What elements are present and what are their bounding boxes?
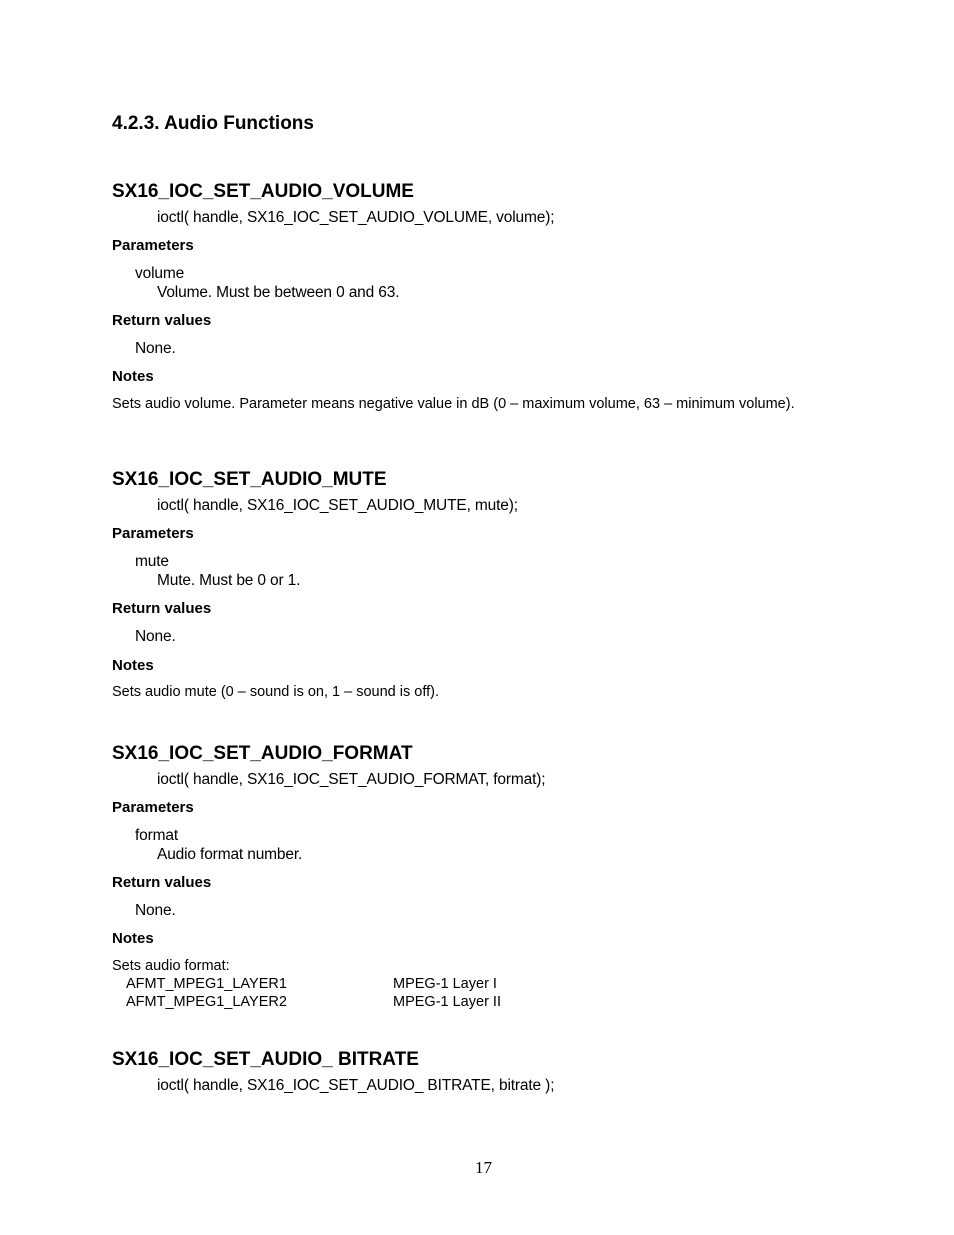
function-title: SX16_IOC_SET_AUDIO_FORMAT [112,743,413,764]
format-description: MPEG-1 Layer I [393,976,497,992]
parameters-label: Parameters [112,525,194,542]
notes-text: Sets audio volume. Parameter means negative value in dB (0 – maximum volume, 63 – minimum volume). [112,396,795,412]
return-value: None. [135,340,176,357]
format-constant: AFMT_MPEG1_LAYER1 [126,976,287,992]
function-title: SX16_IOC_SET_AUDIO_VOLUME [112,181,414,202]
parameters-label: Parameters [112,799,194,816]
parameters-label: Parameters [112,237,194,254]
notes-text: Sets audio format: [112,958,230,974]
return-values-label: Return values [112,312,212,329]
format-description: MPEG-1 Layer II [393,994,501,1010]
page-number: 17 [475,1158,492,1177]
parameter-name: mute [135,553,169,570]
function-title: SX16_IOC_SET_AUDIO_MUTE [112,469,387,490]
parameter-description: Volume. Must be between 0 and 63. [157,284,400,301]
parameter-description: Mute. Must be 0 or 1. [157,572,301,589]
parameter-description: Audio format number. [157,846,303,863]
return-values-label: Return values [112,874,212,891]
function-signature: ioctl( handle, SX16_IOC_SET_AUDIO_ BITRATE, bitrate ); [157,1077,555,1094]
notes-label: Notes [112,368,154,385]
notes-label: Notes [112,657,154,674]
section-heading: 4.2.3. Audio Functions [112,113,314,134]
notes-label: Notes [112,930,154,947]
return-value: None. [135,902,176,919]
parameter-name: format [135,827,179,844]
format-constant: AFMT_MPEG1_LAYER2 [126,994,287,1010]
parameter-name: volume [135,265,185,282]
function-title: SX16_IOC_SET_AUDIO_ BITRATE [112,1049,419,1070]
function-signature: ioctl( handle, SX16_IOC_SET_AUDIO_MUTE, mute); [157,497,518,514]
return-values-label: Return values [112,600,212,617]
notes-text: Sets audio mute (0 – sound is on, 1 – sound is off). [112,684,439,700]
function-signature: ioctl( handle, SX16_IOC_SET_AUDIO_FORMAT, format); [157,771,546,788]
return-value: None. [135,628,176,645]
function-signature: ioctl( handle, SX16_IOC_SET_AUDIO_VOLUME, volume); [157,209,555,226]
